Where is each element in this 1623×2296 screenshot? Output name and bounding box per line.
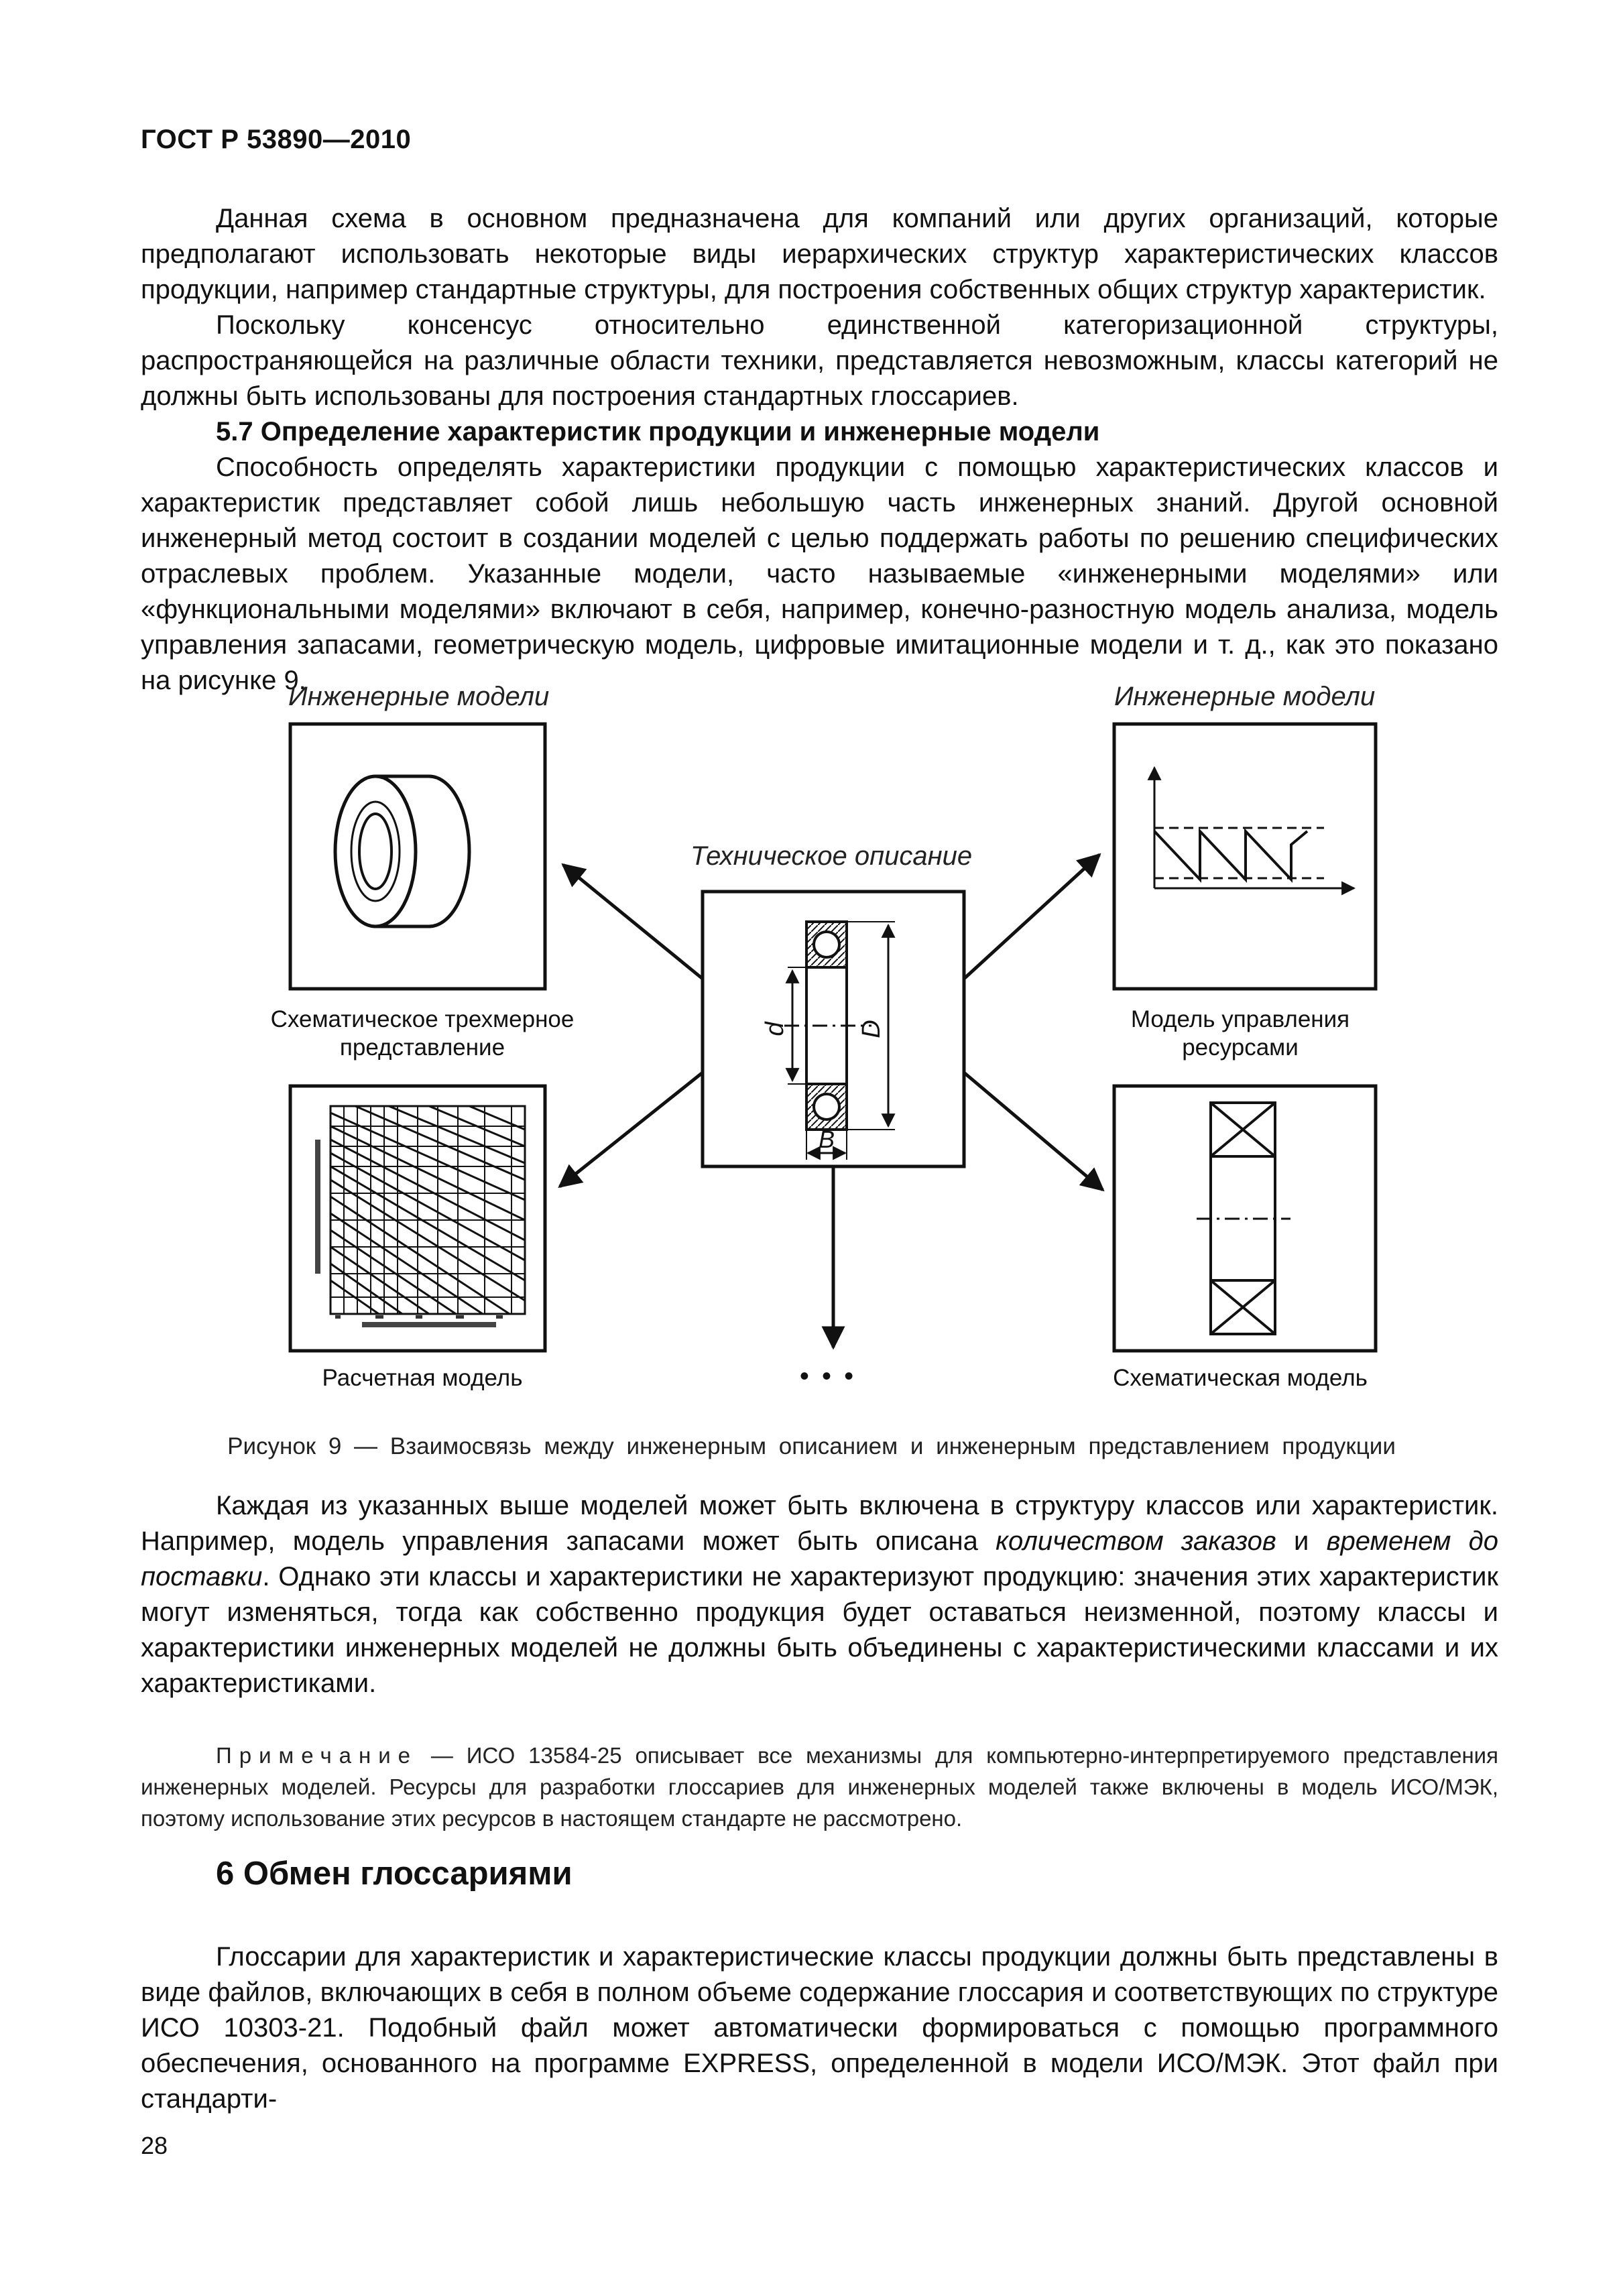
box-resource-chart	[1114, 724, 1376, 989]
section-5-7-heading: 5.7 Определение характеристик продукции и инженерные модели	[216, 417, 1100, 446]
box-calculation-chart	[290, 1086, 545, 1351]
caption-schematic-model: Схематическая модель	[1113, 1365, 1368, 1391]
document-header: ГОСТ Р 53890—2010	[141, 125, 412, 154]
caption-3d-representation: Схематическое трехмерное представление	[270, 1006, 575, 1061]
ellipsis-more-models: • • •	[799, 1362, 857, 1391]
dimension-label-d: d	[761, 1022, 789, 1036]
page-number: 28	[141, 2132, 168, 2159]
caption-calculation-model: Расчетная модель	[322, 1365, 523, 1391]
label-technical-description: Техническое описание	[690, 841, 973, 871]
box-3d-ring	[290, 724, 545, 989]
emphasis-order-quantity: количеством заказов	[996, 1526, 1276, 1556]
after-figure-text	[141, 1488, 1498, 1701]
label-engineering-models-left: Инженерные модели	[288, 682, 550, 711]
section-6-heading: 6 Обмен глоссариями	[216, 1856, 573, 1892]
after-figure-paragraph: Каждая из указанных выше моделей может быть включена в структуру классов или характеристик. Например, модель управления запасами может быть описана количеством заказов и временем до поставки. Однако эти классы и характеристики не характеризуют продукцию: значения этих характеристик могут изменяться, тогда как собственно продукция будет оставаться неизменной, поэтому классы и характеристики инженерных моделей не должны быть объединены с характеристическими классами и их характеристиками.	[141, 1491, 1499, 1698]
box-schematic-model	[1114, 1086, 1376, 1351]
figure-9-caption: Рисунок 9 — Взаимосвязь между инженерным описанием и инженерным представлением продукции	[227, 1433, 1396, 1459]
emphasis-delivery-time: временем до поставки	[141, 1526, 1499, 1591]
intro-paragraph-1: Данная схема в основном предназначена для компаний или других организаций, которые предполагают использовать некоторые виды иерархических структур характеристических классов продукции, например стандартные структуры, для построения собственных общих структур характеристик.	[141, 204, 1498, 304]
section-5-7-paragraph: Способность определять характеристики продукции с помощью характеристических классов и характеристик представляет собой лишь небольшую часть инженерных знаний. Другой основной инженерный метод состоит в создании моделей с целью поддержать работы по решению специфических отраслевых проблем. Указанные модели, часто называемые «инженерными моделями» или «функциональными моделями» включают в себя, например, конечно-разностную модель анализа, модель управления запасами, геометрическую модель, цифровые имитационные модели и т. д., как это показано на рисунке 9.	[141, 452, 1498, 695]
caption-resource-model: Модель управления ресурсами	[1130, 1006, 1350, 1061]
intro-paragraph-2: Поскольку консенсус относительно единственной категоризационной структуры, распространяющейся на различные области техники, представляется невозможным, классы категорий не должны быть использованы для построения стандартных глоссариев.	[141, 310, 1498, 411]
dimension-label-D: D	[857, 1020, 886, 1038]
label-engineering-models-right: Инженерные модели	[1114, 682, 1376, 711]
note-text: — ИСО 13584-25 описывает все механизмы для компьютерно-интерпретируемого представления инженерных моделей. Ресурсы для разработки глоссариев для инженерных моделей также включены в модель ИСО/МЭК, поэтому использование этих ресурсов в настоящем стандарте не рассмотрено.	[141, 1743, 1498, 1831]
note-label: Примечание	[216, 1743, 418, 1768]
note-block	[141, 1740, 1498, 1834]
section-6-paragraph: Глоссарии для характеристик и характеристические классы продукции должны быть представлены в виде файлов, включающих в себя в полном объеме содержание глоссария и соответствующих по структуре ИСО 10303-21. Подобный файл может автоматически формироваться с помощью программного обеспечения, основанного на программе EXPRESS, определенной в модели ИСО/МЭК. Этот файл при стандарти-	[141, 1942, 1498, 2114]
section-6-text	[141, 1939, 1498, 2117]
dimension-label-B: B	[818, 1126, 835, 1153]
